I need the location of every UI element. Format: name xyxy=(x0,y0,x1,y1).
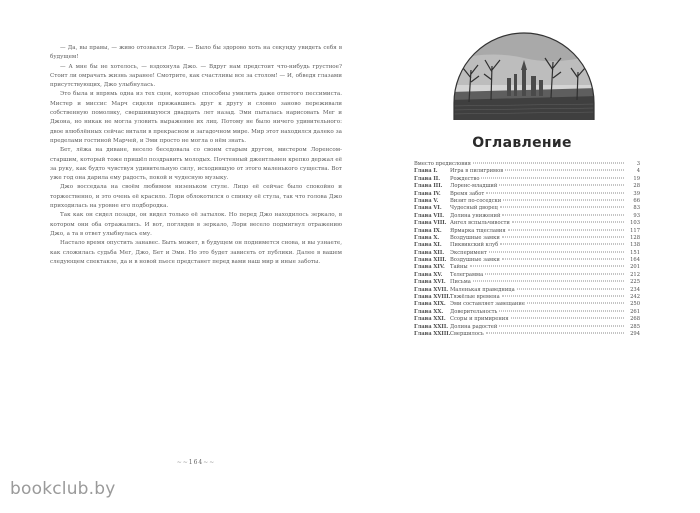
toc-leader-dots xyxy=(473,281,624,282)
toc-entry xyxy=(414,250,640,257)
toc-entry xyxy=(414,198,640,205)
toc-chapter-title: Вместо предисловия xyxy=(414,161,471,167)
toc-leader-dots xyxy=(500,244,624,245)
toc-page-number: 39 xyxy=(633,190,640,197)
toc-page-number: 117 xyxy=(630,227,640,234)
folio-ornament-left: ~~ xyxy=(176,459,189,466)
toc-chapter-title: Ссоры и примирения xyxy=(450,316,509,323)
toc-page-number: 212 xyxy=(630,271,640,278)
toc-chapter-number: Глава XII. xyxy=(414,249,445,256)
toc-chapter-number: Глава XVIII. xyxy=(414,294,451,301)
toc-chapter-number: Глава XXI. xyxy=(414,316,446,323)
toc-page-number: 28 xyxy=(633,183,640,190)
toc-leader-dots xyxy=(470,266,624,267)
toc-page-number: 164 xyxy=(630,257,640,264)
toc-page-number: 261 xyxy=(630,308,640,315)
toc-chapter-number: Глава IX. xyxy=(414,227,442,234)
toc-page-number: 234 xyxy=(630,286,640,293)
toc-chapter-title: Игра в пилигримов xyxy=(450,168,504,175)
toc-leader-dots xyxy=(499,185,624,186)
page-number: ~~164~~ xyxy=(176,459,216,466)
toc-leader-dots xyxy=(473,163,624,164)
paragraph: Бет, лёжа на диване, весело беседовала со своим старым другом, мистером Лоренсом-старшим, который тоже пришёл поздравить молодых. Почтенный джентльмен крепко держал её за руку, как будто чувствуя удивительную силу, исходившую от этого маленького существа. Вот уже год она дарила ему радость, покой и чудесную музыку. xyxy=(50,147,342,182)
toc-leader-dots xyxy=(500,207,624,208)
toc-entry xyxy=(414,301,640,308)
toc-page-number: 225 xyxy=(630,279,640,286)
toc-chapter-number: Глава VII. xyxy=(414,212,445,219)
toc-chapter-number: Глава X. xyxy=(414,234,440,241)
toc-leader-dots xyxy=(485,273,624,274)
toc-chapter-title: Чудесный дворец xyxy=(450,205,498,212)
toc-chapter-number: Глава VIII. xyxy=(414,220,447,227)
left-page-text xyxy=(50,44,342,267)
toc-page-number: 242 xyxy=(630,294,640,301)
toc-entry xyxy=(414,316,640,323)
toc-entry xyxy=(414,294,640,301)
toc-chapter-number: Глава IV. xyxy=(414,190,441,197)
toc-leader-dots xyxy=(503,199,624,200)
toc-chapter-title: Тайны xyxy=(450,264,468,271)
toc-entry xyxy=(414,183,640,190)
toc-leader-dots xyxy=(512,222,624,223)
toc-page-number: 83 xyxy=(633,205,640,212)
toc-chapter-number: Глава XIII. xyxy=(414,257,447,264)
toc-chapter-title: Воздушные замки xyxy=(450,257,500,264)
toc-chapter-title: Телеграмма xyxy=(450,271,484,278)
toc-chapter-number: Глава XI. xyxy=(414,242,442,249)
toc-chapter-number: Глава XV. xyxy=(414,271,443,278)
toc-entry xyxy=(414,235,640,242)
toc-chapter-number: Глава VI. xyxy=(414,205,442,212)
toc-entry xyxy=(414,242,640,249)
toc-page-number: 285 xyxy=(630,323,640,330)
toc-chapter-title: Тяжёлые времена xyxy=(450,294,500,301)
toc-entry xyxy=(414,168,640,175)
toc-entry xyxy=(414,205,640,212)
toc-leader-dots xyxy=(502,214,624,215)
toc-chapter-title: Долина радостей xyxy=(450,323,498,330)
toc-leader-dots xyxy=(508,229,624,230)
toc-leader-dots xyxy=(499,325,624,326)
toc-leader-dots xyxy=(489,251,624,252)
toc-page-number: 4 xyxy=(636,168,640,175)
toc-leader-dots xyxy=(486,192,624,193)
toc-chapter-number: Глава XX. xyxy=(414,308,444,315)
toc-entry xyxy=(414,161,640,168)
toc-chapter-title: Лоренс-младший xyxy=(450,183,498,190)
toc-leader-dots xyxy=(527,303,624,304)
toc-chapter-title: Ангел вспыльчивости xyxy=(450,220,510,227)
toc-entry xyxy=(414,176,640,183)
toc-chapter-title: Рождество xyxy=(450,175,480,182)
toc-chapter-number: Глава I. xyxy=(414,168,438,175)
toc-entry xyxy=(414,309,640,316)
folio-ornament-right: ~~ xyxy=(203,459,216,466)
toc-entry xyxy=(414,213,640,220)
toc-entry xyxy=(414,324,640,331)
toc-chapter-title: Воздушные замки xyxy=(450,234,500,241)
toc-entry xyxy=(414,331,640,338)
toc-leader-dots xyxy=(502,296,624,297)
toc-leader-dots xyxy=(481,177,624,178)
left-page xyxy=(50,44,342,466)
toc-entry xyxy=(414,264,640,271)
headpiece-illustration xyxy=(451,30,597,120)
toc-chapter-number: Глава XIX. xyxy=(414,301,446,308)
toc-leader-dots xyxy=(502,259,624,260)
toc-leader-dots xyxy=(517,288,624,289)
toc-page-number: 66 xyxy=(633,197,640,204)
toc-chapter-number: Глава II. xyxy=(414,175,441,182)
toc-chapter-number: Глава III. xyxy=(414,183,443,190)
toc-chapter-title: Долина унижений xyxy=(450,212,501,219)
toc-leader-dots xyxy=(511,318,624,319)
watermark: bookclub.by xyxy=(10,479,116,499)
toc-entry xyxy=(414,257,640,264)
toc-chapter-number: Глава XVII. xyxy=(414,286,449,293)
paragraph: — А мне бы не хотелось, — вздохнула Джо. — Вдруг нам предстоит что-нибудь грустное? Стоит ли омрачать жизнь заранее! Смотрите, как счастливы все за столом! — И, обведя глазами присутствующих, Джо улыбнулась. xyxy=(50,63,342,89)
toc-chapter-title: Эксперимент xyxy=(450,249,487,256)
toc-title: Оглавление xyxy=(472,135,572,151)
toc-chapter-number: Глава XVI. xyxy=(414,279,446,286)
paragraph: — Да, вы правы, — живо отозвался Лори. — Было бы здорово хоть на секунду увидеть себя в будущем! xyxy=(50,45,342,61)
toc-page-number: 93 xyxy=(633,212,640,219)
paragraph: Это была и впрямь одна из тех сцен, которые способны умилить даже отпетого пессимиста. Мистер и миссис Марч сидели прижавшись друг к другу и словно заново переживали собственную помолвку, свершившуюся двадцать лет назад. Эми пыталась нарисовать Мег и Джона, но никак не могла уловить выражение их лиц. Потому не было ничего удивительного: двое влюблённых сейчас витали в прекрасном и загадочном мире. Мир этот находился далеко за пределами гостиной Марчей, и Эми просто не могла о нём знать. xyxy=(50,91,342,144)
toc-leader-dots xyxy=(499,310,624,311)
toc-chapter-title: Доверительность xyxy=(450,308,498,315)
toc-page-number: 294 xyxy=(630,330,640,337)
toc-page-number: 19 xyxy=(633,175,640,182)
toc-page-number: 268 xyxy=(630,316,640,323)
paragraph: Джо восседала на своём любимом низеньком стуле. Лицо её сейчас было спокойно и торжественно, и это очень её красило. Лори облокотился о спинку её стула, так что голова Джо приходилась на уровне его подбородка. xyxy=(50,184,342,210)
toc-chapter-number: Глава XXIII. xyxy=(414,330,451,337)
toc-entry xyxy=(414,220,640,227)
toc-chapter-number: Глава V. xyxy=(414,197,439,204)
toc-list xyxy=(414,161,640,338)
toc-leader-dots xyxy=(502,236,624,237)
toc-entry xyxy=(414,279,640,286)
paragraph: Настало время опустить занавес. Быть может, в будущем он поднимется снова, и вы узнаете, как сложилась судьба Мег, Джо, Бет и Эми. Но это будет зависеть от публики. Далее в вашем следующем спектакле, да и в новой пьесе предстанет перед вами наш мир и иные заботы. xyxy=(50,240,342,265)
toc-chapter-title: Свершилось xyxy=(450,330,484,337)
toc-page-number: 3 xyxy=(636,161,640,167)
toc-page-number: 250 xyxy=(630,301,640,308)
toc-leader-dots xyxy=(505,170,624,171)
toc-page-number: 128 xyxy=(630,234,640,241)
toc-chapter-title: Время забот xyxy=(450,190,485,197)
toc-page-number: 201 xyxy=(630,264,640,271)
toc-entry xyxy=(414,228,640,235)
toc-entry xyxy=(414,191,640,198)
right-page xyxy=(398,30,646,470)
toc-chapter-title: Ярмарка тщеславия xyxy=(450,227,506,234)
paragraph: Так как он сидел позади, он видел только её затылок. Но перед Джо находилось зеркало, в котором они оба отражались. И вот, поглядев в зеркало, Лори весело подмигнул отражению Джо, а та в ответ улыбнулась ему. xyxy=(50,212,342,237)
toc-chapter-title: Эми составляет завещание xyxy=(450,301,525,308)
toc-chapter-title: Письма xyxy=(450,279,471,286)
toc-leader-dots xyxy=(486,332,624,333)
toc-chapter-title: Пиквикский клуб xyxy=(450,242,499,249)
toc-entry xyxy=(414,287,640,294)
toc-page-number: 151 xyxy=(630,249,640,256)
toc-chapter-title: Маленькая праведница xyxy=(450,286,515,293)
toc-chapter-number: Глава XXII. xyxy=(414,323,449,330)
toc-entry xyxy=(414,272,640,279)
toc-chapter-number: Глава XIV. xyxy=(414,264,445,271)
toc-chapter-title: Визит по-соседски xyxy=(450,197,502,204)
toc-page-number: 103 xyxy=(630,220,640,227)
toc-page-number: 138 xyxy=(630,242,640,249)
